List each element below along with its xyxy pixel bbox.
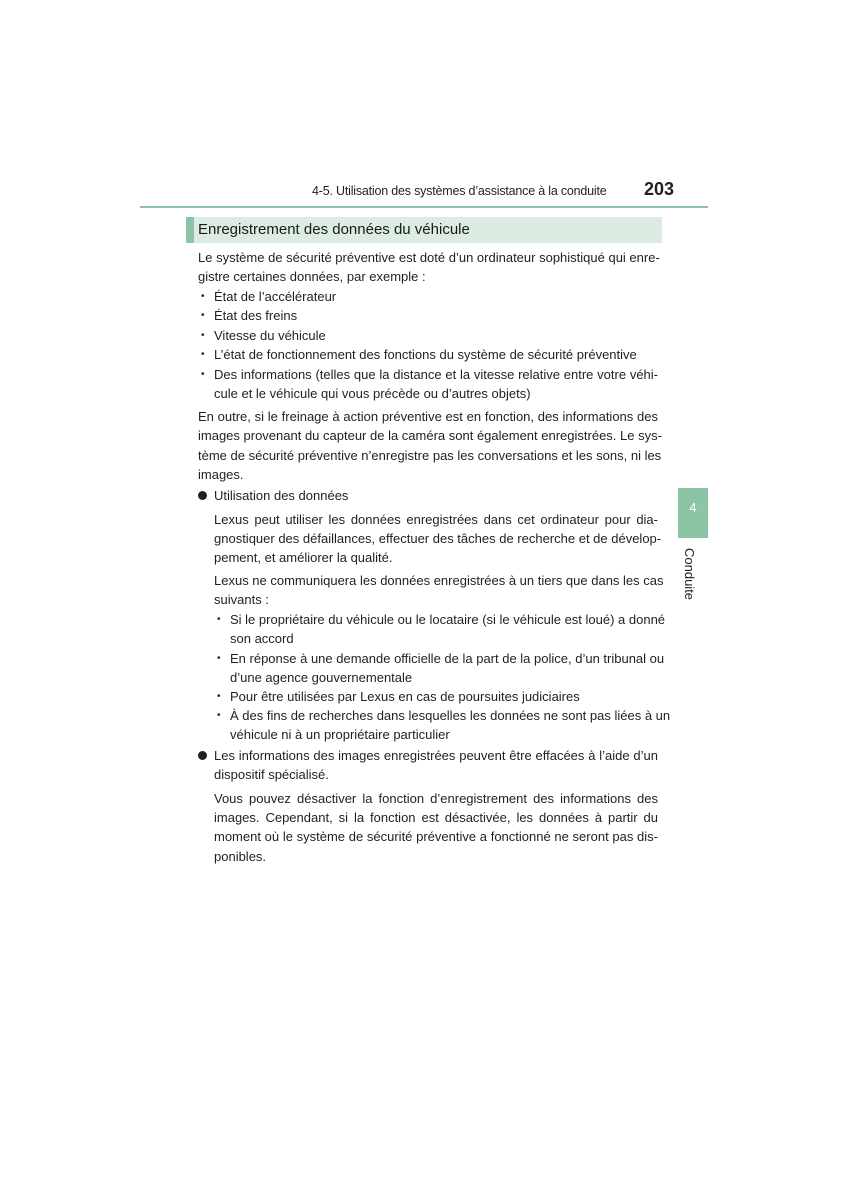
bullet-dot: • [201, 369, 205, 380]
page-number: 203 [643, 179, 674, 199]
list-item: État de l’accélérateur [214, 289, 337, 304]
paragraph-line: images. [198, 467, 244, 482]
bullet-dot: • [201, 349, 205, 360]
bullet-dot: • [217, 691, 221, 702]
circle-bullet-icon [198, 491, 207, 500]
list-item: État des freins [214, 308, 298, 323]
chapter-tab: 4 [678, 488, 708, 538]
erase-line: dispositif spécialisé. [214, 767, 329, 782]
usage-line: Lexus ne communiquera les données enregistrées à un tiers que dans les cas [214, 573, 664, 588]
erase-paragraph-line: images. Cependant, si la fonction est désactivée, les données à partir du [214, 810, 658, 825]
header-divider [140, 206, 708, 208]
usage-title: Utilisation des données [214, 488, 349, 503]
list-item: L’état de fonctionnement des fonctions du système de sécurité préventive [214, 347, 637, 362]
case-item-continuation: véhicule ni à un propriétaire particulier [230, 727, 450, 742]
intro-line: Le système de sécurité préventive est doté d’un ordinateur sophistiqué qui enre- [198, 250, 660, 265]
usage-line: gnostiquer des défaillances, effectuer des tâches de recherche et de dévelop- [214, 531, 662, 546]
bullet-dot: • [201, 291, 205, 302]
bullet-dot: • [217, 653, 221, 664]
list-item-continuation: cule et le véhicule qui vous précède ou d’autres objets) [214, 386, 531, 401]
section-heading: Enregistrement des données du véhicule [186, 217, 662, 243]
paragraph-line: images provenant du capteur de la caméra sont également enregistrées. Le sys- [198, 428, 662, 443]
chapter-label: Conduite [682, 548, 697, 601]
case-item: Pour être utilisées par Lexus en cas de poursuites judiciaires [230, 689, 580, 704]
usage-line: suivants : [214, 592, 269, 607]
erase-paragraph-line: Vous pouvez désactiver la fonction d’enregistrement des informations des [214, 791, 658, 806]
paragraph-line: tème de sécurité préventive n’enregistre pas les conversations et les sons, ni les [198, 448, 662, 463]
case-item-continuation: son accord [230, 631, 294, 646]
running-header: 4-5. Utilisation des systèmes d’assistance à la conduite [312, 184, 607, 198]
list-item: Des informations (telles que la distance et la vitesse relative entre votre véhi- [214, 367, 658, 382]
case-item: À des fins de recherches dans lesquelles les données ne sont pas liées à un [230, 708, 671, 723]
bullet-dot: • [217, 614, 221, 625]
erase-line: Les informations des images enregistrées peuvent être effacées à l’aide d’un [214, 748, 658, 763]
case-item: Si le propriétaire du véhicule ou le locataire (si le véhicule est loué) a donné [230, 612, 666, 627]
intro-line: gistre certaines données, par exemple : [198, 269, 426, 284]
circle-bullet-icon [198, 751, 207, 760]
list-item: Vitesse du véhicule [214, 328, 326, 343]
bullet-dot: • [201, 310, 205, 321]
bullet-dot: • [217, 710, 221, 721]
usage-line: pement, et améliorer la qualité. [214, 550, 393, 565]
erase-paragraph-line: ponibles. [214, 849, 267, 864]
paragraph-line: En outre, si le freinage à action préventive est en fonction, des informations des [198, 409, 658, 424]
usage-line: Lexus peut utiliser les données enregistrées dans cet ordinateur pour dia- [214, 512, 658, 527]
case-item: En réponse à une demande officielle de la part de la police, d’un tribunal ou [230, 651, 665, 666]
erase-paragraph-line: moment où le système de sécurité préventive a fonctionné ne seront pas dis- [214, 829, 658, 844]
bullet-dot: • [201, 330, 205, 341]
case-item-continuation: d’une agence gouvernementale [230, 670, 413, 685]
